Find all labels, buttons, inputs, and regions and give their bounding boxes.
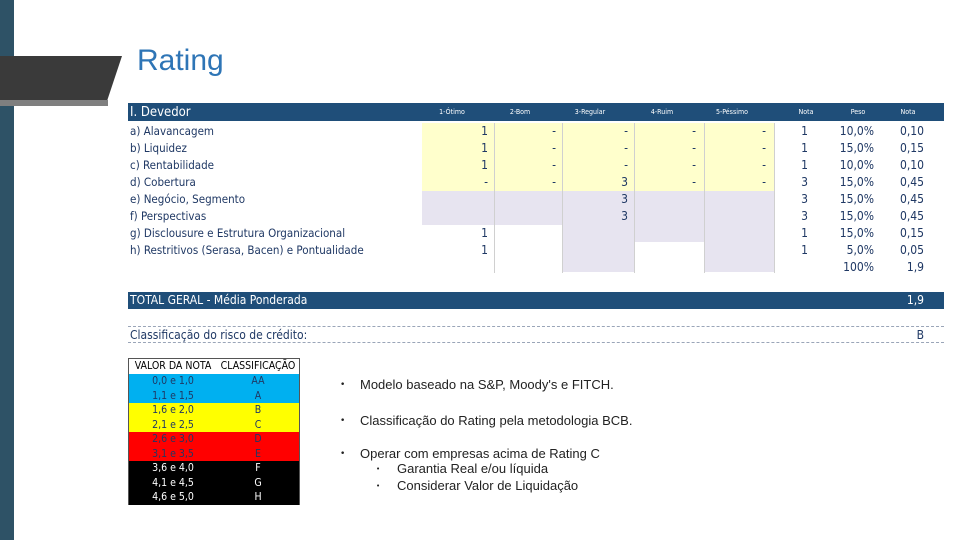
legend-header (129, 359, 299, 374)
bullet-dot: • (340, 449, 346, 459)
cell-c2: - (552, 124, 556, 138)
legend-range: 3,6 e 4,0 (152, 462, 194, 474)
cell-c3: 3 (621, 175, 628, 189)
legend-class: A (254, 389, 262, 402)
legend-header-class: CLASSIFICAÇÃO (220, 360, 296, 372)
cell-peso: 5,0% (846, 243, 874, 257)
cell-c1 (440, 191, 488, 208)
cell-c5 (720, 191, 766, 208)
cell-c1: 1 (481, 158, 488, 172)
legend-row (129, 461, 299, 476)
column-header: 2-Bom (509, 108, 531, 116)
cell-c3: - (624, 124, 628, 138)
cell-c4 (650, 225, 696, 242)
cell-nota: 1 (801, 141, 808, 155)
cell-nota: 3 (801, 175, 808, 189)
cell-nota: 3 (801, 209, 808, 223)
cell-nota: 3 (801, 192, 808, 206)
row-label: g) Disclousure e Estrutura Organizacional (130, 226, 346, 240)
rating-legend-table (128, 358, 300, 505)
cell-nota2: 0,15 (899, 141, 924, 155)
cell-c2: - (552, 141, 556, 155)
sub-bullet-1: Garantia Real e/ou líquida (397, 461, 549, 476)
cell-c4 (650, 191, 696, 208)
legend-row (129, 447, 299, 462)
legend-row (129, 490, 299, 505)
cell-c1: 1 (481, 124, 488, 138)
column-header: 5-Péssimo (715, 108, 748, 116)
peso-total: 100% (843, 260, 874, 274)
total-value: 1,9 (906, 293, 924, 307)
row-label: f) Perspectivas (130, 209, 207, 223)
nota-total: 1,9 (906, 260, 924, 274)
grid-line (774, 123, 775, 273)
legend-row (129, 476, 299, 491)
legend-range: 4,1 e 4,5 (152, 476, 194, 489)
row-label: e) Negócio, Segmento (130, 192, 246, 206)
cell-c4: - (692, 175, 696, 189)
cell-c2: - (552, 158, 556, 172)
cell-nota2: 0,15 (899, 226, 924, 240)
row-label: h) Restritivos (Serasa, Bacen) e Pontualidade (130, 243, 364, 257)
legend-range: 3,1 e 3,5 (152, 447, 194, 460)
cell-nota: 1 (801, 243, 808, 257)
cell-peso: 10,0% (839, 158, 874, 172)
section-label: I. Devedor (130, 105, 191, 120)
cell-c5: - (762, 141, 766, 155)
cell-c3: 3 (621, 192, 628, 206)
cell-c1: 1 (481, 226, 488, 240)
cell-c5: - (762, 124, 766, 138)
cell-c2 (510, 225, 556, 242)
legend-range: 1,6 e 2,0 (152, 404, 194, 416)
cell-c5 (720, 208, 766, 225)
cell-c1 (440, 208, 488, 225)
cell-nota2: 0,10 (899, 158, 924, 172)
cell-nota2: 0,45 (899, 209, 924, 223)
legend-range: 4,6 e 5,0 (152, 491, 194, 503)
bullet-3: Operar com empresas acima de Rating C (360, 446, 600, 461)
legend-range: 0,0 e 1,0 (152, 375, 194, 387)
legend-row (129, 389, 299, 404)
cell-c4: - (692, 141, 696, 155)
cell-c1: - (484, 175, 488, 189)
cell-c3: - (624, 158, 628, 172)
legend-row (129, 418, 299, 433)
cell-peso: 15,0% (839, 141, 874, 155)
cell-c1: 1 (481, 141, 488, 155)
legend-class: G (254, 476, 262, 489)
cell-c3 (580, 225, 628, 242)
cell-c3: 3 (621, 209, 628, 223)
cell-c2 (510, 208, 556, 225)
legend-row (129, 374, 299, 389)
slide-title: Rating (137, 44, 224, 77)
cell-c4 (650, 242, 696, 259)
legend-range: 1,1 e 1,5 (152, 389, 194, 402)
cell-c5: - (762, 175, 766, 189)
cell-peso: 10,0% (839, 124, 874, 138)
legend-class: C (254, 418, 262, 431)
cell-c4 (650, 208, 696, 225)
cell-c2 (510, 191, 556, 208)
cell-peso: 15,0% (839, 209, 874, 223)
classification-label: Classificação do risco de crédito: (130, 328, 308, 342)
cell-c3 (580, 242, 628, 259)
bullet-dot: • (340, 380, 346, 390)
cell-peso: 15,0% (839, 175, 874, 189)
grid-line (634, 123, 635, 273)
cell-nota2: 0,05 (899, 243, 924, 257)
sub-bullet-dot: • (376, 482, 381, 490)
cell-nota: 1 (801, 124, 808, 138)
decorative-tab (0, 56, 122, 100)
legend-class: E (255, 447, 261, 460)
column-header: Peso (850, 108, 866, 116)
bullet-1: Modelo baseado na S&P, Moody's e FITCH. (360, 377, 614, 392)
cell-c4: - (692, 124, 696, 138)
cell-c5 (720, 242, 766, 259)
cell-peso: 15,0% (839, 192, 874, 206)
cell-c3: - (624, 141, 628, 155)
legend-class: F (255, 462, 261, 474)
sub-bullet-2: Considerar Valor de Liquidação (397, 478, 579, 493)
legend-header-value: VALOR DA NOTA (134, 360, 212, 372)
legend-range: 2,1 e 2,5 (152, 418, 194, 431)
row-label: b) Liquidez (130, 141, 187, 155)
legend-class: AA (251, 375, 265, 387)
legend-class: D (254, 433, 262, 445)
legend-row (129, 432, 299, 447)
decorative-underline (0, 100, 108, 106)
legend-row (129, 403, 299, 418)
column-header: 1-Ótimo (439, 108, 465, 116)
legend-class: H (254, 491, 262, 503)
sub-bullet-dot: • (376, 465, 381, 473)
bullet-dot: • (340, 416, 346, 426)
legend-range: 2,6 e 3,0 (152, 433, 194, 445)
cell-nota2: 0,45 (899, 192, 924, 206)
cell-c2: - (552, 175, 556, 189)
grid-line (562, 123, 563, 273)
grid-line (494, 123, 495, 273)
grid-line (704, 123, 705, 273)
cell-c2 (510, 242, 556, 259)
cell-c5: - (762, 158, 766, 172)
row-label: d) Cobertura (130, 175, 196, 189)
column-header: 3-Regular (574, 108, 606, 116)
column-header: Nota (798, 108, 814, 116)
cell-c1: 1 (481, 243, 488, 257)
cell-nota2: 0,10 (899, 124, 924, 138)
row-label: a) Alavancagem (130, 124, 215, 138)
classification-value: B (916, 328, 924, 342)
cell-peso: 15,0% (839, 226, 874, 240)
cell-nota2: 0,45 (899, 175, 924, 189)
bullet-2: Classificação do Rating pela metodologia BCB. (360, 413, 633, 428)
cell-c5 (720, 225, 766, 242)
legend-class: B (254, 404, 262, 416)
column-header: 4-Ruim (650, 108, 674, 116)
total-label: TOTAL GERAL - Média Ponderada (130, 293, 308, 307)
column-header: Nota (900, 108, 916, 116)
cell-c4: - (692, 158, 696, 172)
cell-nota: 1 (801, 158, 808, 172)
cell-nota: 1 (801, 226, 808, 240)
row-label: c) Rentabilidade (130, 158, 215, 172)
